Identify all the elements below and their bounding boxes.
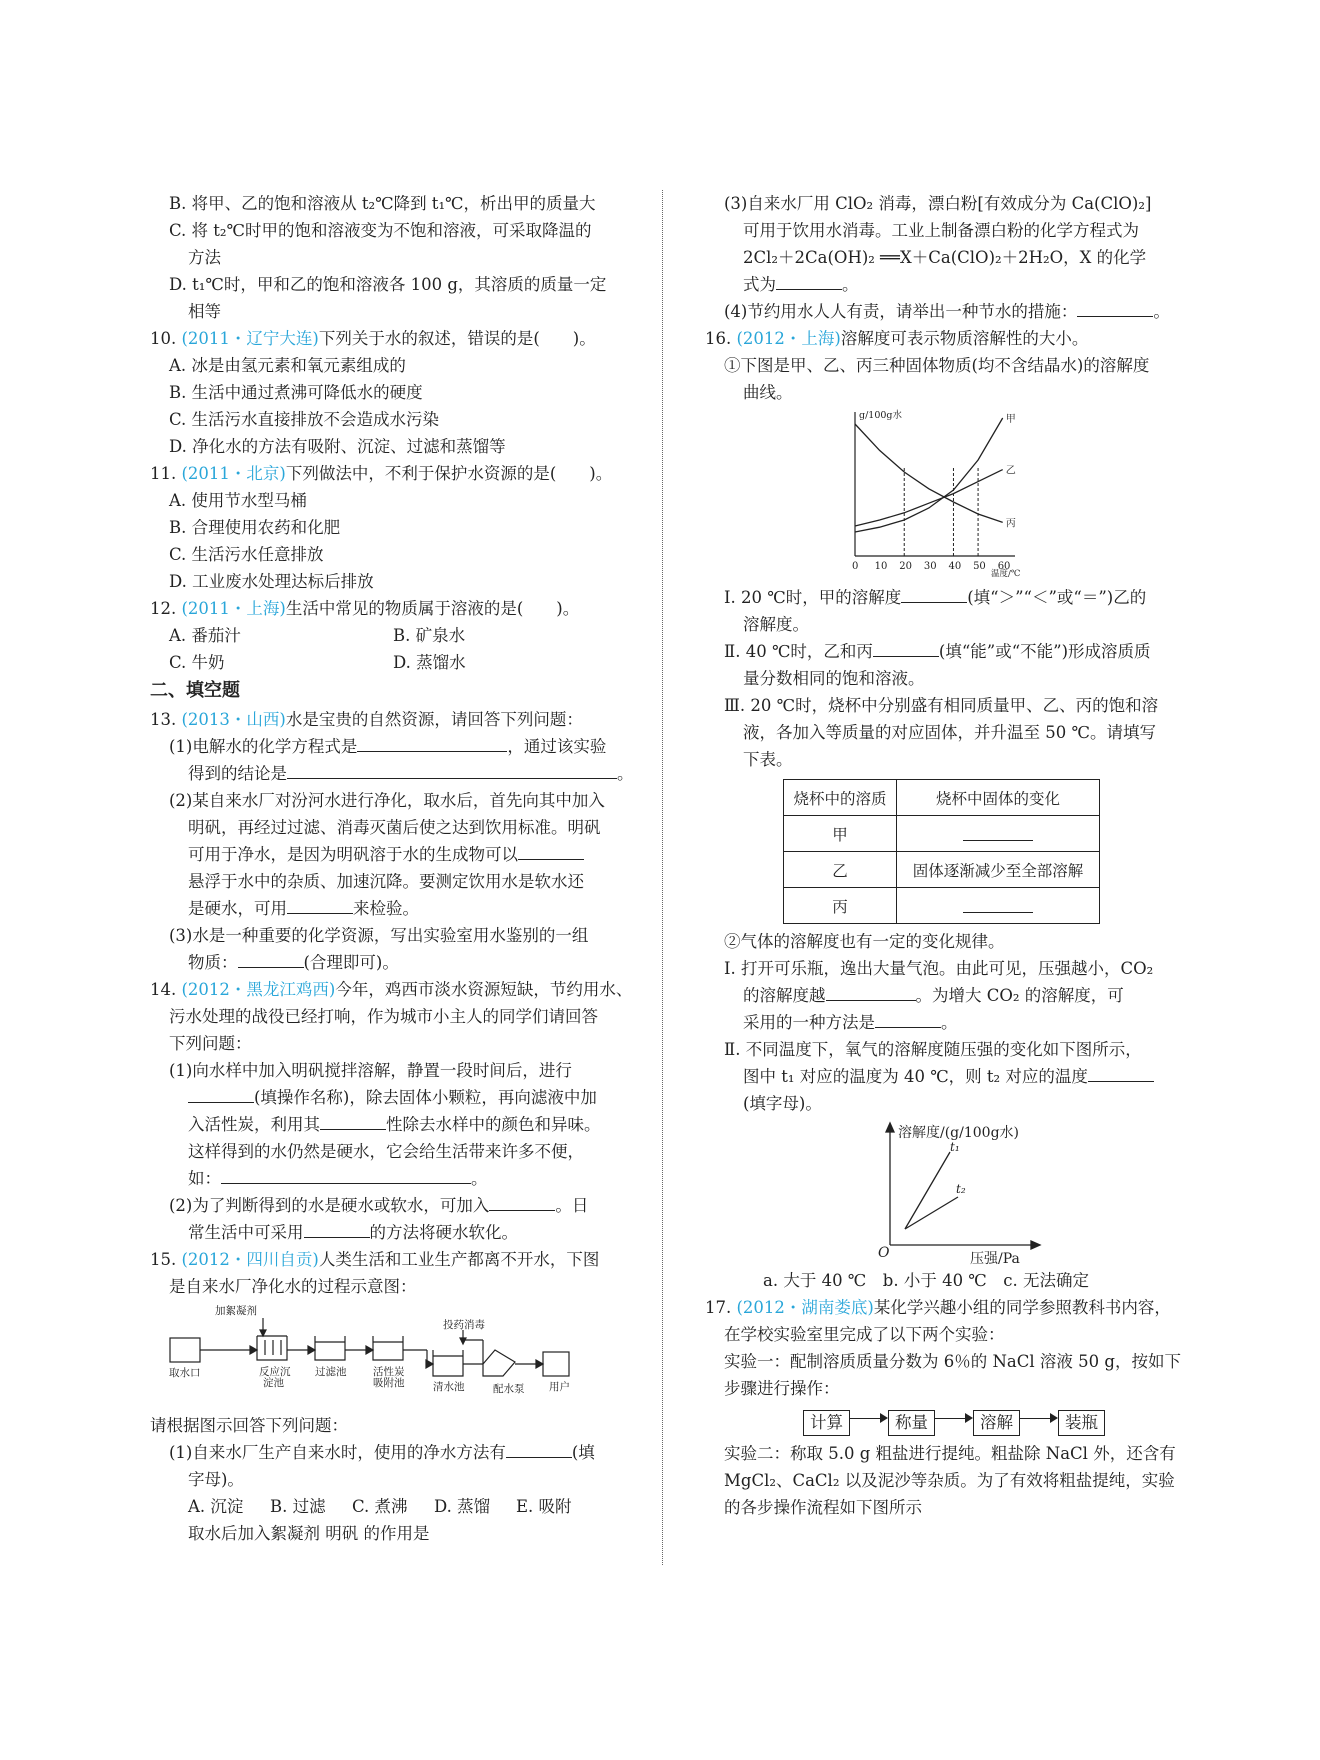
origin-label: O bbox=[878, 1245, 890, 1261]
arrow-icon bbox=[850, 1406, 888, 1430]
question-source: (2011・上海) bbox=[181, 599, 286, 618]
q13-part1 bbox=[150, 733, 650, 760]
text: 。 bbox=[1153, 302, 1170, 321]
question-text: 下列关于水的叙述，错误的是( )。 bbox=[318, 329, 596, 348]
text: 式为 bbox=[743, 275, 776, 294]
text: 的溶解度越 bbox=[743, 986, 826, 1005]
table-header-row bbox=[784, 780, 1100, 816]
table-header: 烧杯中的溶质 bbox=[784, 780, 897, 816]
gas-solubility-chart bbox=[870, 1117, 1130, 1267]
q17-step-flow bbox=[705, 1402, 1185, 1440]
question-text: 水是宝贵的自然资源，请回答下列问题： bbox=[285, 710, 583, 729]
question-12 bbox=[150, 595, 650, 622]
q14-text-line3: 下列问题： bbox=[169, 1034, 252, 1053]
react-label-2: 淀池 bbox=[263, 1377, 284, 1389]
text: 如： bbox=[188, 1169, 221, 1188]
q12-option-b: B. 矿泉水 bbox=[393, 626, 466, 645]
q17-exp1-line2: 步骤进行操作： bbox=[724, 1379, 840, 1398]
q13-part2: (2)某自来水厂对汾河水进行净化，取水后，首先向其中加入 bbox=[169, 791, 605, 810]
answer-blank[interactable] bbox=[304, 1220, 370, 1238]
q14-part2 bbox=[150, 1192, 650, 1219]
x-tick-label: 30 bbox=[923, 561, 937, 572]
question-text: 今年，鸡西市淡水资源短缺，节约用水、 bbox=[335, 980, 633, 999]
q12-option-c: C. 牛奶 bbox=[169, 653, 225, 672]
carbon-label-2: 吸附池 bbox=[373, 1377, 405, 1389]
q14-part1-line2 bbox=[150, 1084, 650, 1111]
right-column bbox=[705, 190, 1185, 1521]
q15-option-b: B. 过滤 bbox=[270, 1497, 326, 1516]
q16-2i: Ⅰ. 打开可乐瓶，逸出大量气泡。由此可见，压强越小，CO₂ bbox=[724, 959, 1154, 978]
q15-part3-equation: 2Cl₂＋2Ca(OH)₂ ══X＋Ca(ClO)₂＋2H₂O，X 的化学 bbox=[743, 248, 1147, 267]
question-number: 12. bbox=[150, 599, 177, 618]
q16-iii: Ⅲ. 20 ℃时，烧杯中分别盛有相同质量甲、乙、丙的饱和溶 bbox=[724, 696, 1159, 715]
user-box bbox=[543, 1352, 569, 1376]
q17-exp2-line2: MgCl₂、CaCl₂ 以及泥沙等杂质。为了有效将粗盐提纯，实验 bbox=[724, 1471, 1175, 1490]
solubility-chart bbox=[835, 406, 1035, 584]
gas-y-label: 溶解度/(g/100g水) bbox=[898, 1125, 1020, 1141]
pump-label: 配水泵 bbox=[493, 1383, 525, 1395]
water-treatment-diagram bbox=[165, 1300, 645, 1412]
x-tick-label: 20 bbox=[899, 561, 912, 572]
step-bottle: 装瓶 bbox=[1058, 1410, 1105, 1436]
question-13 bbox=[150, 706, 650, 733]
question-text: 人类生活和工业生产都离不开水，下图 bbox=[318, 1250, 600, 1269]
answer-blank[interactable] bbox=[287, 896, 353, 914]
q15-option-a: A. 沉淀 bbox=[188, 1497, 244, 1516]
q14-part1-line5: 如： 。 bbox=[150, 1165, 650, 1192]
table-row bbox=[784, 852, 1100, 888]
answer-blank[interactable] bbox=[1088, 1064, 1154, 1082]
question-source: (2011・辽宁大连) bbox=[181, 329, 319, 348]
q16-i bbox=[705, 584, 1185, 611]
question-14 bbox=[150, 976, 650, 1003]
q13-part2-line5 bbox=[150, 895, 650, 922]
question-number: 11. bbox=[150, 464, 177, 483]
table-row bbox=[784, 816, 1100, 852]
q13-part2-line3 bbox=[150, 841, 650, 868]
reaction-tank bbox=[257, 1336, 287, 1360]
series-line-1 bbox=[855, 470, 1003, 526]
q9-option-c: C. 将 t₂℃时甲的饱和溶液变为不饱和溶液，可采取降温的 bbox=[169, 221, 592, 240]
gas-x-label: 压强/Pa bbox=[970, 1251, 1020, 1267]
q16-ii-cont: 量分数相同的饱和溶液。 bbox=[743, 669, 925, 688]
q15-option-e: E. 吸附 bbox=[516, 1497, 572, 1516]
answer-blank[interactable] bbox=[875, 1010, 941, 1028]
q15-options bbox=[150, 1493, 650, 1520]
step-dissolve: 溶解 bbox=[973, 1410, 1020, 1436]
q15-part3: (3)自来水厂用 ClO₂ 消毒，漂白粉[有效成分为 Ca(ClO)₂] bbox=[724, 194, 1152, 213]
question-11 bbox=[150, 460, 650, 487]
q15-part1 bbox=[150, 1439, 650, 1466]
text: (填操作名称)，除去固体小颗粒，再向滤液中加 bbox=[254, 1088, 597, 1107]
text: (1)自来水厂生产自来水时，使用的净水方法有 bbox=[169, 1443, 506, 1462]
left-column bbox=[150, 190, 650, 1547]
coagulant-label: 加絮凝剂 bbox=[215, 1305, 257, 1317]
text: 。 bbox=[941, 1013, 958, 1032]
solute-table bbox=[783, 779, 1100, 924]
text: 来检验。 bbox=[353, 899, 419, 918]
text: (填 bbox=[571, 1443, 595, 1462]
disinfect-label: 投药消毒 bbox=[443, 1319, 485, 1331]
pump-shape bbox=[483, 1350, 515, 1376]
q16-2i-line3 bbox=[705, 1009, 1185, 1036]
series-label: 丙 bbox=[1005, 518, 1016, 530]
q11-option-a: A. 使用节水型马桶 bbox=[169, 491, 307, 510]
x-axis-label: 温度/℃ bbox=[991, 569, 1021, 579]
q16-i-cont: 溶解度。 bbox=[743, 615, 809, 634]
text: (4)节约用水人人有责，请举出一种节水的措施： bbox=[724, 302, 1078, 321]
answer-blank[interactable] bbox=[506, 1440, 572, 1458]
text: 得到的结论是 bbox=[188, 764, 287, 783]
q15-ask: 请根据图示回答下列问题： bbox=[150, 1416, 348, 1435]
question-source: (2012・黑龙江鸡西) bbox=[181, 980, 336, 999]
q17-exp2-line3: 的各步操作流程如下图所示 bbox=[724, 1498, 922, 1517]
q16-2ii-line3: (填字母)。 bbox=[743, 1094, 822, 1113]
q14-part1-line4: 这样得到的水仍然是硬水，它会给生活带来许多不便， bbox=[188, 1142, 584, 1161]
q10-option-c: C. 生活污水直接排放不会造成水污染 bbox=[169, 410, 440, 429]
q12-option-a: A. 番茄汁 bbox=[169, 626, 241, 645]
q14-text-line2: 污水处理的战役已经打响，作为城市小主人的同学们请回答 bbox=[169, 1007, 598, 1026]
text: Ⅱ. 40 ℃时，乙和丙 bbox=[724, 642, 873, 661]
answer-blank[interactable] bbox=[776, 272, 842, 290]
q13-part3: (3)水是一种重要的化学资源，写出实验室用水鉴别的一组 bbox=[169, 926, 589, 945]
answer-blank[interactable] bbox=[826, 983, 916, 1001]
q17-text-line2: 在学校实验室里完成了以下两个实验： bbox=[724, 1325, 1005, 1344]
x-tick-label: 50 bbox=[973, 561, 986, 572]
q9-option-c-cont: 方法 bbox=[188, 248, 221, 267]
t2-label: t₂ bbox=[956, 1182, 966, 1196]
q16-iii-line2: 液，各加入等质量的对应固体，并升温至 50 ℃。请填写 bbox=[743, 723, 1156, 742]
text: 的方法将硬水软化。 bbox=[369, 1223, 518, 1242]
text: 性除去水样中的颜色和异味。 bbox=[386, 1115, 601, 1134]
answer-blank[interactable] bbox=[873, 639, 939, 657]
text: (填“＞”“＜”或“＝”)乙的 bbox=[967, 588, 1147, 607]
q17-exp1: 实验一：配制溶质质量分数为 6％的 NaCl 溶液 50 g，按如下 bbox=[724, 1352, 1181, 1371]
answer-blank[interactable] bbox=[518, 842, 584, 860]
table-row bbox=[784, 888, 1100, 924]
arrow-icon bbox=[935, 1406, 973, 1430]
q13-part3-line2 bbox=[150, 949, 650, 976]
q11-option-c: C. 生活污水任意排放 bbox=[169, 545, 324, 564]
q15-part3-line2: 可用于饮用水消毒。工业上制备漂白粉的化学方程式为 bbox=[743, 221, 1139, 240]
q16-ii bbox=[705, 638, 1185, 665]
text: 图中 t₁ 对应的温度为 40 ℃，则 t₂ 对应的温度 bbox=[743, 1067, 1088, 1086]
step-weigh: 称量 bbox=[888, 1410, 935, 1436]
q11-option-b: B. 合理使用农药和化肥 bbox=[169, 518, 341, 537]
q12-options-row1 bbox=[150, 622, 650, 649]
x-tick-label: 40 bbox=[948, 561, 962, 572]
q10-option-b: B. 生活中通过煮沸可降低水的硬度 bbox=[169, 383, 423, 402]
q9-option-b: B. 将甲、乙的饱和溶液从 t₂℃降到 t₁℃，析出甲的质量大 bbox=[169, 194, 596, 213]
q13-part2-line2: 明矾，再经过过滤、消毒灭菌后使之达到饮用标准。明矾 bbox=[188, 818, 601, 837]
question-17 bbox=[705, 1294, 1185, 1321]
table-cell-answer[interactable] bbox=[897, 888, 1100, 924]
q10-option-a: A. 冰是由氢元素和氧元素组成的 bbox=[169, 356, 406, 375]
question-text: 生活中常见的物质属于溶液的是( )。 bbox=[285, 599, 580, 618]
question-source: (2011・北京) bbox=[181, 464, 286, 483]
question-source: (2012・湖南娄底) bbox=[736, 1298, 874, 1317]
q16-c2: ②气体的溶解度也有一定的变化规律。 bbox=[724, 932, 1005, 951]
question-number: 15. bbox=[150, 1250, 177, 1269]
q12-option-d: D. 蒸馏水 bbox=[393, 653, 466, 672]
answer-blank[interactable] bbox=[357, 734, 507, 752]
intake-box bbox=[170, 1338, 200, 1362]
table-header: 烧杯中固体的变化 bbox=[897, 780, 1100, 816]
clear-water-tank bbox=[433, 1350, 463, 1376]
q15-option-c: C. 煮沸 bbox=[352, 1497, 408, 1516]
answer-blank[interactable] bbox=[188, 1085, 254, 1103]
answer-blank[interactable] bbox=[1077, 299, 1153, 317]
q9-option-d-cont: 相等 bbox=[188, 302, 221, 321]
question-source: (2012・四川自贡) bbox=[181, 1250, 319, 1269]
q12-options-row2 bbox=[150, 649, 650, 676]
q15-option-d: D. 蒸馏 bbox=[434, 1497, 491, 1516]
question-10 bbox=[150, 325, 650, 352]
question-number: 13. bbox=[150, 710, 177, 729]
arrow-icon bbox=[1020, 1406, 1058, 1430]
q9-option-d: D. t₁℃时，甲和乙的饱和溶液各 100 g，其溶质的质量一定 bbox=[169, 275, 607, 294]
clear-label: 清水池 bbox=[433, 1381, 465, 1393]
filter-tank bbox=[315, 1336, 345, 1360]
q17-exp2: 实验二：称取 5.0 g 粗盐进行提纯。粗盐除 NaCl 外，还含有 bbox=[724, 1444, 1176, 1463]
text: (2)为了判断得到的水是硬水或软水，可加入 bbox=[169, 1196, 490, 1215]
answer-blank[interactable] bbox=[221, 1166, 471, 1184]
q16-iii-line3: 下表。 bbox=[743, 750, 793, 769]
x-tick-label: 60 bbox=[997, 561, 1011, 572]
text: (1)电解水的化学方程式是 bbox=[169, 737, 358, 756]
x-axis-arrow bbox=[1031, 1241, 1040, 1249]
answer-blank[interactable] bbox=[320, 1112, 386, 1130]
text: (合理即可)。 bbox=[303, 953, 399, 972]
t2-line bbox=[905, 1197, 958, 1229]
question-source: (2013・山西) bbox=[181, 710, 286, 729]
q15-part1-line2: 字母)。 bbox=[188, 1470, 244, 1489]
answer-blank[interactable] bbox=[238, 950, 304, 968]
y-axis-label: g/100g水 bbox=[859, 410, 902, 421]
text: 。为增大 CO₂ 的溶解度，可 bbox=[915, 986, 1124, 1005]
question-16 bbox=[705, 325, 1185, 352]
step-calculate: 计算 bbox=[803, 1410, 850, 1436]
y-axis-arrow bbox=[886, 1123, 894, 1132]
q11-option-d: D. 工业废水处理达标后排放 bbox=[169, 572, 374, 591]
q16-c1-cont: 曲线。 bbox=[743, 383, 793, 402]
table-cell-answer[interactable] bbox=[897, 816, 1100, 852]
t1-label: t₁ bbox=[950, 1140, 960, 1154]
answer-blank[interactable] bbox=[287, 761, 617, 779]
text: 常生活中可采用 bbox=[188, 1223, 304, 1242]
answer-blank[interactable] bbox=[901, 585, 967, 603]
q16-c1: ①下图是甲、乙、丙三种固体物质(均不含结晶水)的溶解度 bbox=[724, 356, 1150, 375]
text: Ⅰ. 20 ℃时，甲的溶解度 bbox=[724, 588, 902, 607]
text: 是硬水，可用 bbox=[188, 899, 287, 918]
carbon-tank bbox=[373, 1336, 403, 1360]
question-number: 10. bbox=[150, 329, 177, 348]
column-divider bbox=[662, 190, 663, 1565]
section-heading-fill-in: 二、填空题 bbox=[150, 680, 240, 701]
text: 。 bbox=[842, 275, 859, 294]
q15-part3-line4 bbox=[705, 271, 1185, 298]
text: ，通过该实验 bbox=[507, 737, 607, 756]
table-cell: 固体逐渐减少至全部溶解 bbox=[897, 852, 1100, 888]
question-text: 溶解度可表示物质溶解性的大小。 bbox=[840, 329, 1089, 348]
q16-choices: a. 大于 40 ℃ b. 小于 40 ℃ c. 无法确定 bbox=[763, 1271, 1089, 1290]
question-number: 16. bbox=[705, 329, 732, 348]
carbon-label-1: 活性炭 bbox=[373, 1366, 405, 1378]
text: 。日 bbox=[555, 1196, 589, 1215]
q13-part2-line4: 悬浮于水中的杂质、加速沉降。要测定饮用水是软水还 bbox=[188, 872, 584, 891]
text: 采用的一种方法是 bbox=[743, 1013, 875, 1032]
table-cell: 甲 bbox=[784, 816, 897, 852]
x-tick-label: 10 bbox=[874, 561, 888, 572]
text: 可用于净水，是因为明矾溶于水的生成物可以 bbox=[188, 845, 518, 864]
question-source: (2012・上海) bbox=[736, 329, 841, 348]
q14-part2-line2 bbox=[150, 1219, 650, 1246]
q10-option-d: D. 净化水的方法有吸附、沉淀、过滤和蒸馏等 bbox=[169, 437, 506, 456]
series-label: 甲 bbox=[1005, 414, 1016, 425]
text: 物质： bbox=[188, 953, 238, 972]
react-label-1: 反应沉 bbox=[259, 1366, 291, 1378]
table-cell: 乙 bbox=[784, 852, 897, 888]
question-number: 17. bbox=[705, 1298, 732, 1317]
q15-part2: 取水后加入絮凝剂 明矾 的作用是 bbox=[188, 1524, 430, 1543]
answer-blank[interactable] bbox=[489, 1193, 555, 1211]
q16-2ii: Ⅱ. 不同温度下，氧气的溶解度随压强的变化如下图所示， bbox=[724, 1040, 1142, 1059]
text: 入活性炭，利用其 bbox=[188, 1115, 320, 1134]
question-15 bbox=[150, 1246, 650, 1273]
q14-part1-line3 bbox=[150, 1111, 650, 1138]
table-cell: 丙 bbox=[784, 888, 897, 924]
q13-part1-cont: 得到的结论是 。 bbox=[150, 760, 650, 787]
q15-text-line2: 是自来水厂净化水的过程示意图： bbox=[169, 1277, 417, 1296]
question-number: 14. bbox=[150, 980, 177, 999]
q14-part1: (1)向水样中加入明矾搅拌溶解，静置一段时间后，进行 bbox=[169, 1061, 572, 1080]
q16-2i-line2 bbox=[705, 982, 1185, 1009]
t1-line bbox=[905, 1152, 950, 1229]
q15-part4 bbox=[705, 298, 1185, 325]
question-text: 下列做法中，不利于保护水资源的是( )。 bbox=[285, 464, 613, 483]
filter-label: 过滤池 bbox=[315, 1366, 347, 1378]
text: (填“能”或“不能”)形成溶质质 bbox=[938, 642, 1151, 661]
question-text: 某化学兴趣小组的同学参照教科书内容， bbox=[873, 1298, 1171, 1317]
intake-label: 取水口 bbox=[169, 1367, 201, 1379]
x-tick-label: 0 bbox=[852, 561, 859, 572]
user-label: 用户 bbox=[549, 1381, 570, 1393]
series-label: 乙 bbox=[1005, 465, 1016, 477]
q16-2ii-line2 bbox=[705, 1063, 1185, 1090]
